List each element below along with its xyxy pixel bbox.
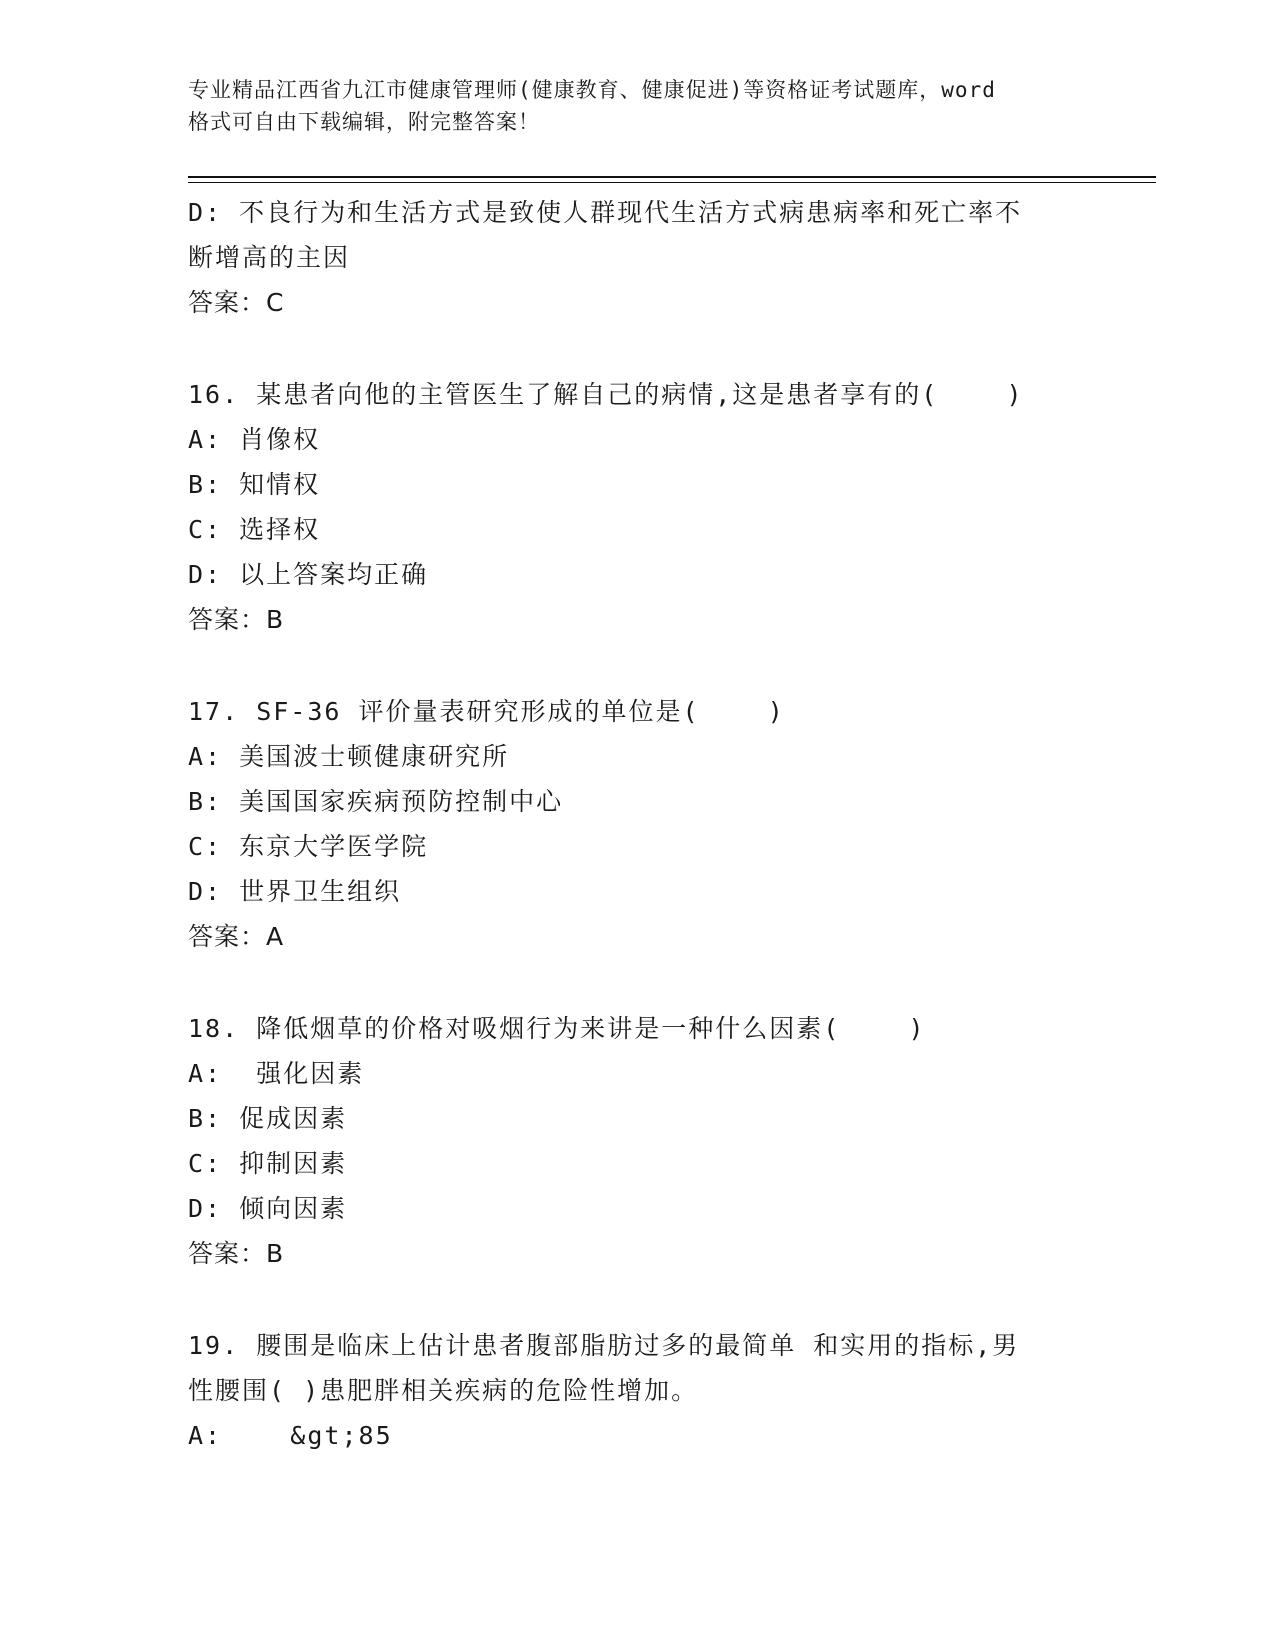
question-stem: 19. 腰围是临床上估计患者腹部脂肪过多的最简单 和实用的指标,男	[188, 1331, 1020, 1360]
question-18	[188, 1006, 1088, 1276]
page-header	[188, 74, 1088, 138]
answer: 答案：A	[188, 922, 285, 951]
option-d-continued: 断增高的主因	[188, 243, 351, 272]
option-b: B: 美国国家疾病预防控制中心	[188, 787, 564, 816]
question-19	[188, 1323, 1088, 1458]
header-divider	[188, 176, 1156, 178]
option-c: C: 东京大学医学院	[188, 832, 429, 861]
option-d: D: 倾向因素	[188, 1194, 348, 1223]
option-d: D: 以上答案均正确	[188, 560, 429, 589]
answer: 答案：B	[188, 1239, 285, 1268]
option-b: B: 促成因素	[188, 1104, 348, 1133]
answer: 答案：B	[188, 605, 285, 634]
question-stem: 18. 降低烟草的价格对吸烟行为来讲是一种什么因素( )	[188, 1014, 926, 1043]
question-16	[188, 372, 1088, 642]
option-b: B: 知情权	[188, 470, 321, 499]
question-stem-continued: 性腰围( )患肥胖相关疾病的危险性增加。	[188, 1376, 699, 1405]
option-a: A: 美国波士顿健康研究所	[188, 742, 510, 771]
question-stem: 17. SF-36 评价量表研究形成的单位是( )	[188, 697, 785, 726]
question-stem: 16. 某患者向他的主管医生了解自己的病情,这是患者享有的( )	[188, 380, 1024, 409]
option-c: C: 抑制因素	[188, 1149, 348, 1178]
previous-question-tail	[188, 190, 1088, 325]
answer: 答案：C	[188, 288, 285, 317]
option-d: D: 不良行为和生活方式是致使人群现代生活方式病患病率和死亡率不	[188, 198, 1023, 227]
question-17	[188, 689, 1088, 959]
question-list	[188, 190, 1088, 1458]
option-d: D: 世界卫生组织	[188, 877, 402, 906]
header-line-1: 专业精品江西省九江市健康管理师(健康教育、健康促进)等资格证考试题库，word	[188, 78, 996, 102]
header-divider-thin	[188, 182, 1156, 183]
option-a: A: 强化因素	[188, 1059, 365, 1088]
option-a: A: &gt;85	[188, 1421, 393, 1450]
header-line-2: 格式可自由下载编辑，附完整答案！	[188, 110, 540, 134]
option-c: C: 选择权	[188, 515, 321, 544]
option-a: A: 肖像权	[188, 425, 321, 454]
